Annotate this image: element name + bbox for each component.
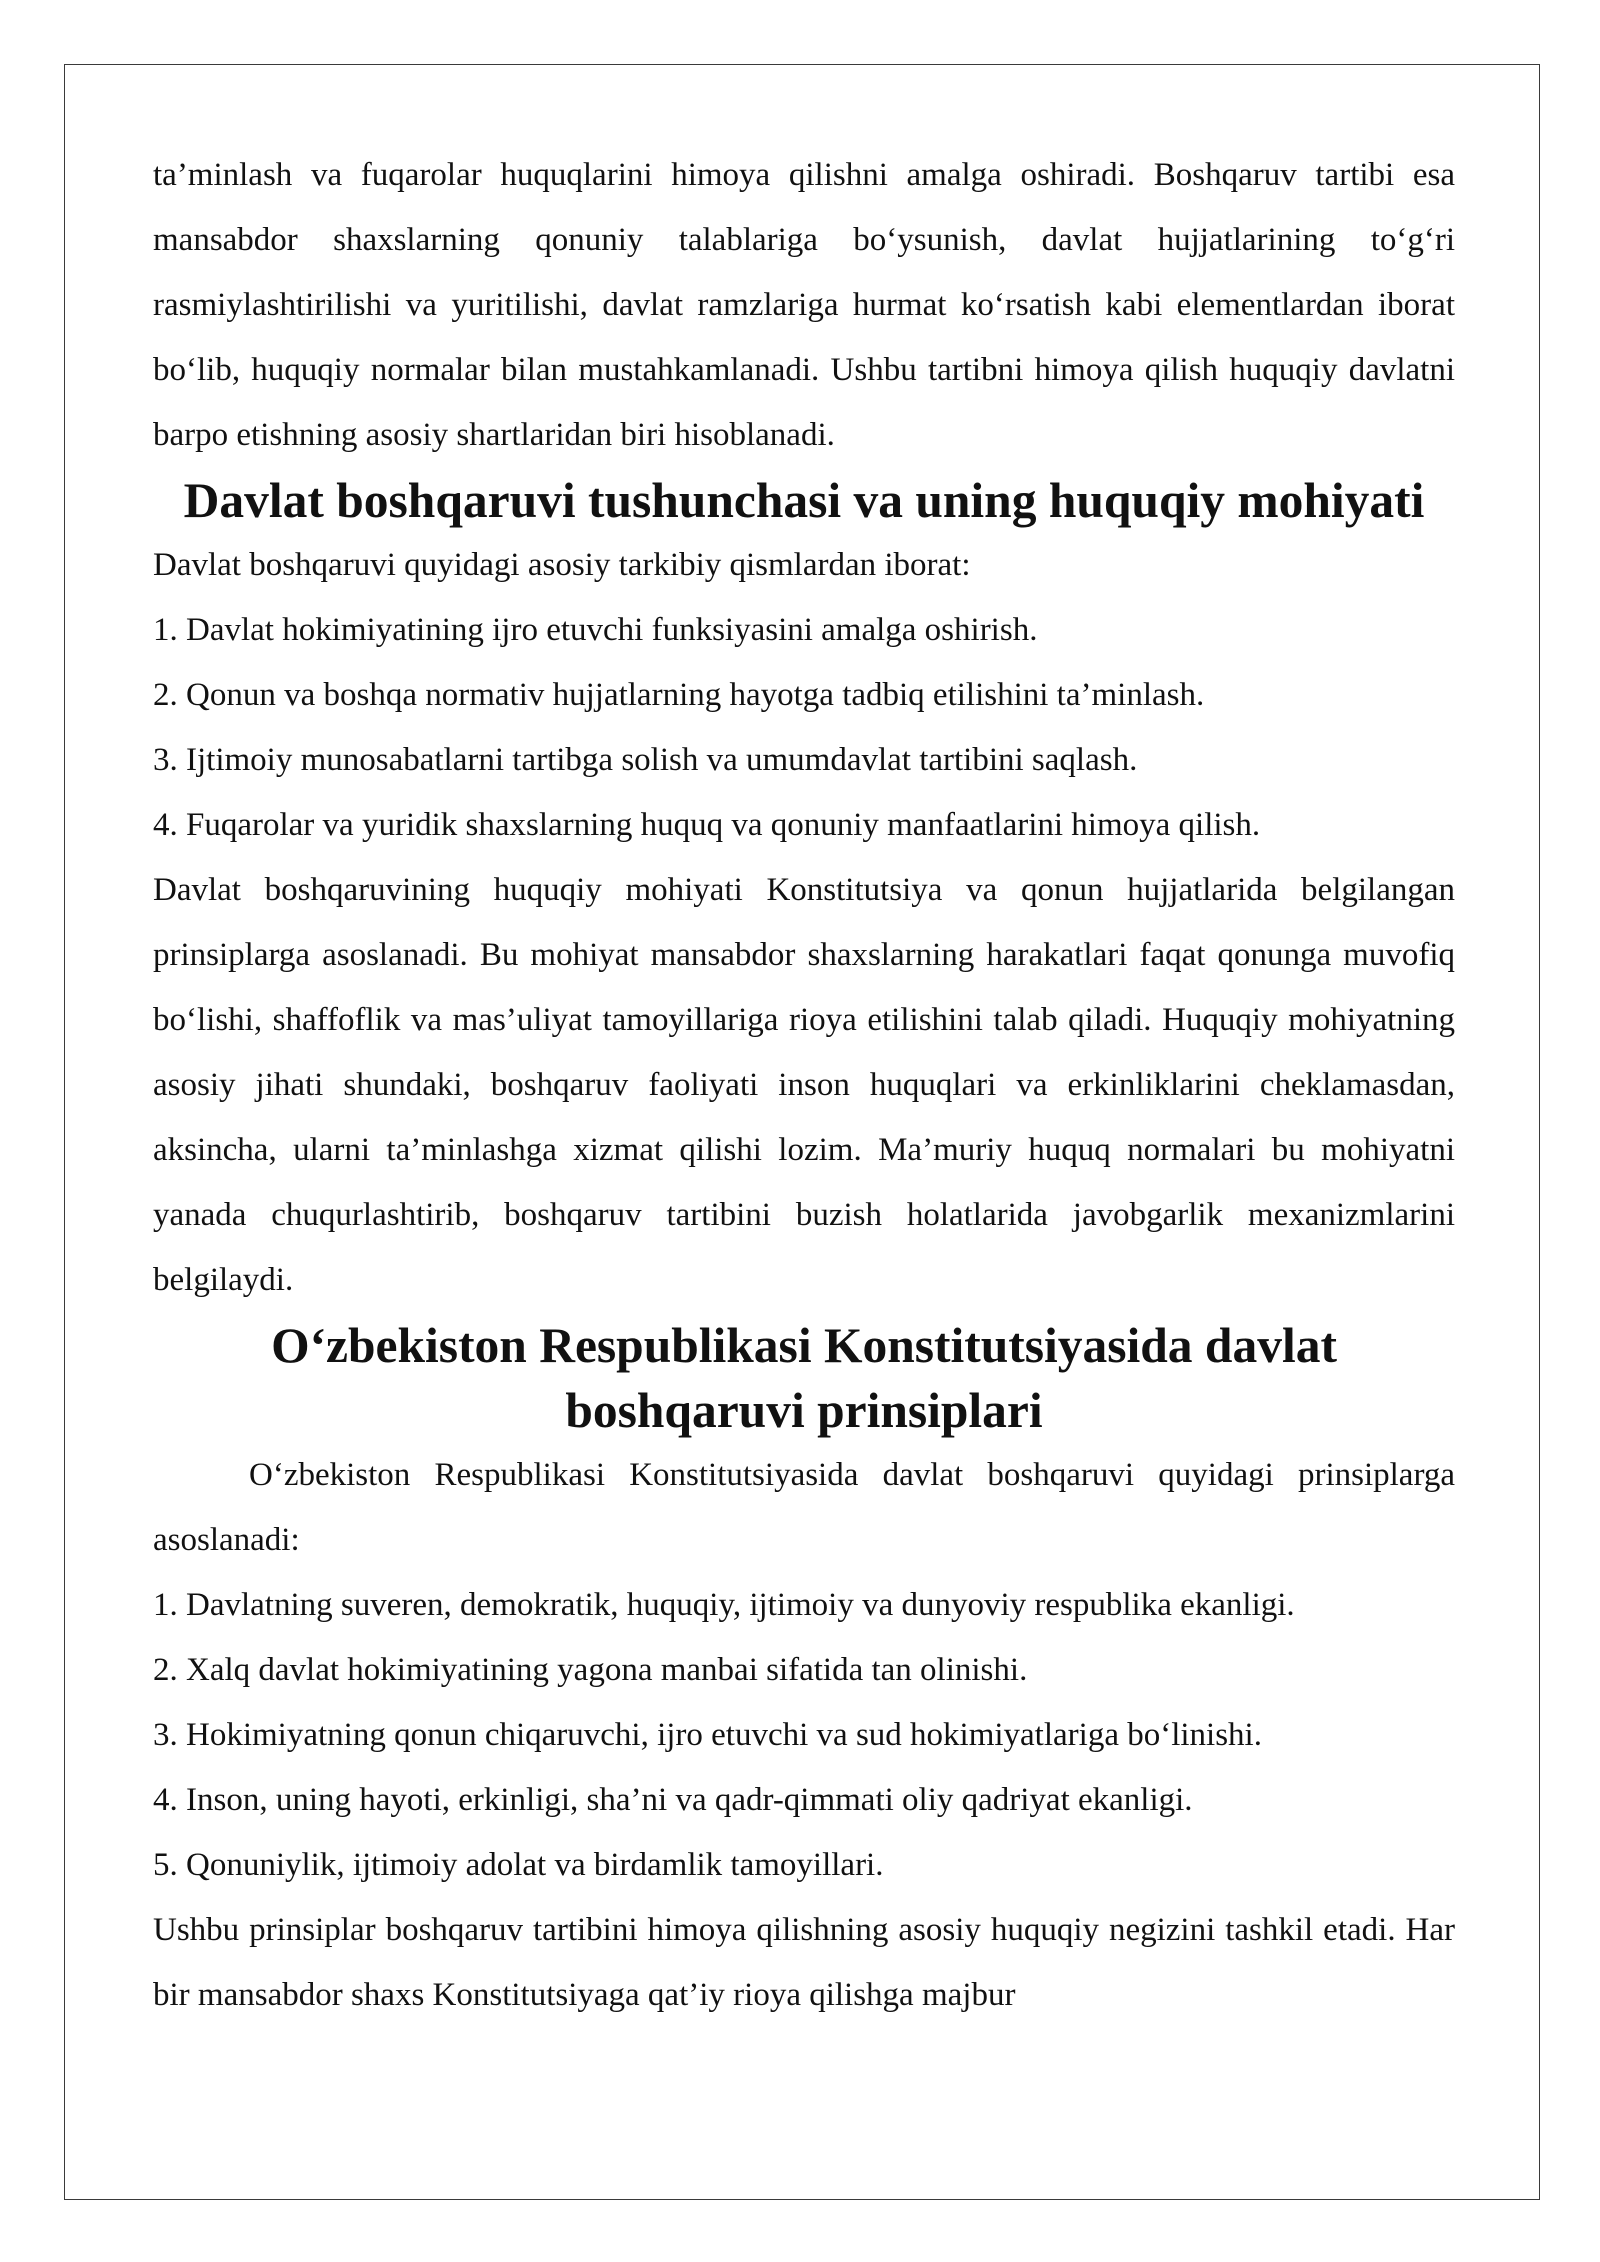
intro-line: Davlat boshqaruvi quyidagi asosiy tarkibiy qismlardan iborat: [153,547,971,583]
paragraph-principles-intro: O‘zbekiston Respublikasi Konstitutsiyasida davlat boshqaruvi quyidagi prinsiplarga asoslanadi: [153,1457,1455,1558]
principle-item-2: 2. Xalq davlat hokimiyatining yagona manbai sifatida tan olinishi. [153,1652,1028,1688]
principle-item-1: 1. Davlatning suveren, demokratik, huquqiy, ijtimoiy va dunyoviy respublika ekanligi. [153,1587,1295,1623]
document-body [153,143,1455,2028]
paragraph-conclusion: Ushbu prinsiplar boshqaruv tartibini himoya qilishning asosiy huquqiy negizini tashkil etadi. Har bir mansabdor shaxs Konstitutsiyaga qat’iy rioya qilishga majbur [153,1912,1455,2013]
list-item-4: 4. Fuqarolar va yuridik shaxslarning huquq va qonuniy manfaatlarini himoya qilish. [153,807,1261,843]
principle-item-3: 3. Hokimiyatning qonun chiqaruvchi, ijro etuvchi va sud hokimiyatlariga bo‘linishi. [153,1717,1262,1753]
list-item-1: 1. Davlat hokimiyatining ijro etuvchi funksiyasini amalga oshirish. [153,612,1038,648]
paragraph-legal-essence: Davlat boshqaruvining huquqiy mohiyati Konstitutsiya va qonun hujjatlarida belgilangan prinsiplarga asoslanadi. Bu mohiyat mansabdor shaxslarning harakatlari faqat qonunga muvofiq bo‘lishi, shaffoflik va mas’uliyat tamoyillariga rioya etilishini talab qiladi. Huquqiy mohiyatning asosiy jihati shundaki, boshqaruv faoliyati inson huquqlari va erkinliklarini cheklamasdan, aksincha, ularni ta’minlashga xizmat qilishi lozim. Ma’muriy huquq normalari bu mohiyatni yanada chuqurlashtirib, boshqaruv tartibini buzish holatlarida javobgarlik mexanizmlarini belgilaydi. [153,872,1455,1298]
principle-item-5: 5. Qonuniylik, ijtimoiy adolat va birdamlik tamoyillari. [153,1847,884,1883]
section-heading-1: Davlat boshqaruvi tushunchasi va uning huquqiy mohiyati [183,473,1425,528]
section-heading-2: O‘zbekiston Respublikasi Konstitutsiyasida davlat boshqaruvi prinsiplari [271,1318,1337,1438]
paragraph-continuation: ta’minlash va fuqarolar huquqlarini himoya qilishni amalga oshiradi. Boshqaruv tartibi esa mansabdor shaxslarning qonuniy talablariga bo‘ysunish, davlat hujjatlarining to‘g‘ri rasmiylashtirilishi va yuritilishi, davlat ramzlariga hurmat ko‘rsatish kabi elementlardan iborat bo‘lib, huquqiy normalar bilan mustahkamlanadi. Ushbu tartibni himoya qilish huquqiy davlatni barpo etishning asosiy shartlaridan biri hisoblanadi. [153,157,1455,453]
principle-item-4: 4. Inson, uning hayoti, erkinligi, sha’ni va qadr-qimmati oliy qadriyat ekanligi. [153,1782,1193,1818]
list-item-2: 2. Qonun va boshqa normativ hujjatlarning hayotga tadbiq etilishini ta’minlash. [153,677,1205,713]
list-item-3: 3. Ijtimoiy munosabatlarni tartibga solish va umumdavlat tartibini saqlash. [153,742,1138,778]
